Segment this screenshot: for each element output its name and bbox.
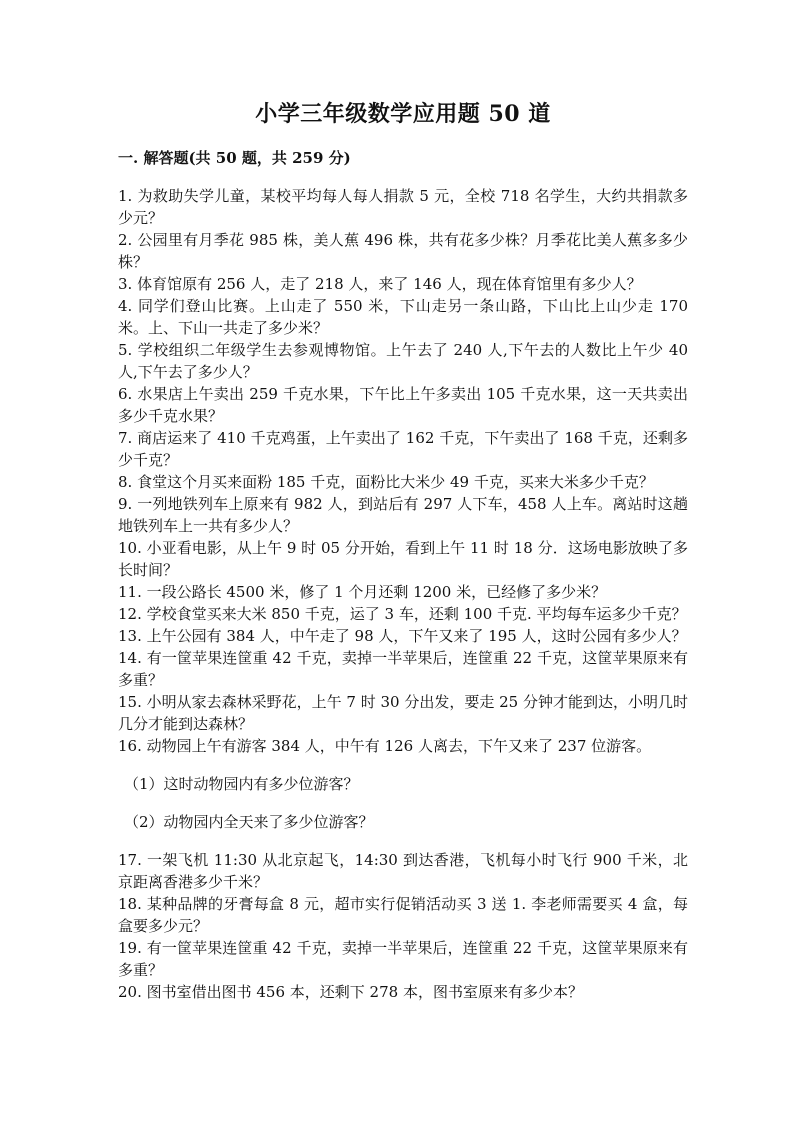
question-item: 10. 小亚看电影，从上午 9 时 05 分开始，看到上午 11 时 18 分．这场电影放映了多长时间？ (118, 539, 688, 579)
question-item: 11. 一段公路长 4500 米，修了 1 个月还剩 1200 米，已经修了多少米？ (118, 583, 607, 601)
question-item: 19. 有一筐苹果连筐重 42 千克，卖掉一半苹果后，连筐重 22 千克，这筐苹果原来有多重？ (118, 939, 688, 979)
page-title: 小学三年级数学应用题 50 道 (255, 101, 551, 127)
question-item: 6. 水果店上午卖出 259 千克水果，下午比上午多卖出 105 千克水果，这一天共卖出多少千克水果？ (118, 385, 688, 425)
question-item: 5. 学校组织二年级学生去参观博物馆。上午去了 240 人,下午去的人数比上午少 40 人,下午去了多少人？ (118, 341, 688, 381)
section-heading: 一. 解答题(共 50 题，共 259 分) (118, 149, 351, 167)
question-item: 2. 公园里有月季花 985 株，美人蕉 496 株，共有花多少株？月季花比美人蕉多多少株？ (118, 231, 688, 271)
question-item: 9. 一列地铁列车上原来有 982 人，到站后有 297 人下车，458 人上车。离站时这趟地铁列车上一共有多少人？ (118, 495, 688, 535)
question-item: 18. 某种品牌的牙膏每盒 8 元，超市实行促销活动买 3 送 1. 李老师需要买 4 盒，每盒要多少元？ (118, 895, 688, 935)
question-list (118, 185, 688, 1003)
sub-question-item: （1）这时动物园内有多少位游客？ (124, 775, 359, 793)
question-item: 8. 食堂这个月买来面粉 185 千克，面粉比大米少 49 千克，买来大米多少千克？ (118, 473, 654, 491)
question-item: 15. 小明从家去森林采野花，上午 7 时 30 分出发，要走 25 分钟才能到达，小明几时几分才能到达森林？ (118, 693, 688, 733)
question-item: 13. 上午公园有 384 人，中午走了 98 人，下午又来了 195 人，这时公园有多少人？ (118, 627, 687, 645)
question-item: 16. 动物园上午有游客 384 人，中午有 126 人离去，下午又来了 237 位游客。 (118, 737, 652, 755)
question-item: 7. 商店运来了 410 千克鸡蛋，上午卖出了 162 千克，下午卖出了 168 千克，还剩多少千克？ (118, 429, 688, 469)
question-item: 12. 学校食堂买来大米 850 千克，运了 3 车，还剩 100 千克. 平均每车运多少千克？ (118, 605, 687, 623)
question-item: 1. 为救助失学儿童，某校平均每人每人捐款 5 元，全校 718 名学生，大约共捐款多少元？ (118, 187, 688, 227)
question-item: 3. 体育馆原有 256 人，走了 218 人，来了 146 人，现在体育馆里有多少人？ (118, 275, 642, 293)
sub-question-item: （2）动物园内全天来了多少位游客？ (124, 813, 374, 831)
question-item: 4. 同学们登山比赛。上山走了 550 米，下山走另一条山路，下山比上山少走 170 米。上、下山一共走了多少米？ (118, 297, 688, 337)
question-item: 14. 有一筐苹果连筐重 42 千克，卖掉一半苹果后，连筐重 22 千克，这筐苹果原来有多重？ (118, 649, 688, 689)
question-item: 17. 一架飞机 11:30 从北京起飞，14:30 到达香港，飞机每小时飞行 900 千米，北京距离香港多少千米？ (118, 851, 688, 891)
question-item: 20. 图书室借出图书 456 本，还剩下 278 本，图书室原来有多少本？ (118, 983, 583, 1001)
